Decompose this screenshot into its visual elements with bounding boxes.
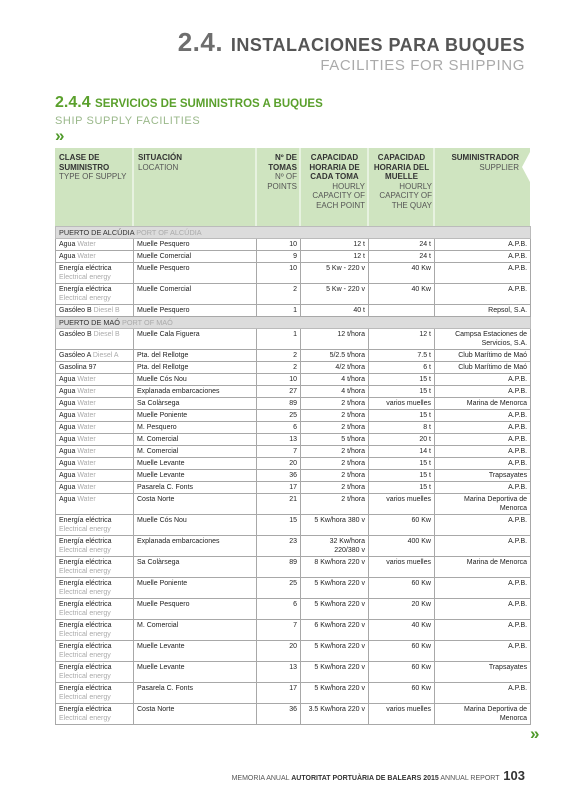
cell-type <box>56 458 134 470</box>
type-en: Water <box>77 253 96 260</box>
cell-points: 89 <box>257 557 301 578</box>
cell-location: Explanada embarcaciones <box>134 536 257 557</box>
type-en: Water <box>77 460 96 467</box>
table-row <box>56 458 531 470</box>
cell-capacity-quay: 40 Kw <box>369 263 435 284</box>
type-es: Energía eléctrica <box>59 664 112 671</box>
cell-type <box>56 374 134 386</box>
type-en: Water <box>77 388 96 395</box>
cell-capacity-quay: 20 t <box>369 434 435 446</box>
type-es: Gasóleo B <box>59 307 92 314</box>
port-name-en: PORT OF ALCÚDIA <box>136 228 202 237</box>
page-number: 103 <box>503 768 525 783</box>
footer-suffix: ANNUAL REPORT <box>440 775 500 782</box>
cell-capacity-point: 5 Kw/hora 220 v <box>301 599 369 620</box>
cell-type <box>56 434 134 446</box>
cell-type <box>56 446 134 458</box>
table-row <box>56 284 531 305</box>
cell-type <box>56 239 134 251</box>
cell-capacity-point: 5 Kw - 220 v <box>301 263 369 284</box>
footer-org: AUTORITAT PORTUÀRIA DE BALEARS 2015 <box>291 775 439 782</box>
cell-supplier: A.P.B. <box>435 284 531 305</box>
type-en: Water <box>77 412 96 419</box>
cell-points: 25 <box>257 410 301 422</box>
cell-points: 89 <box>257 398 301 410</box>
cell-location: Muelle Cós Nou <box>134 515 257 536</box>
cell-supplier: Club Marítimo de Maó <box>435 350 531 362</box>
cell-capacity-point: 5/2.5 t/hora <box>301 350 369 362</box>
cell-capacity-point: 2 t/hora <box>301 446 369 458</box>
table-row <box>56 446 531 458</box>
cell-type <box>56 683 134 704</box>
type-en: Electrical energy <box>59 694 111 701</box>
cell-supplier: A.P.B. <box>435 620 531 641</box>
col-header-supplier: SUMINISTRADOR SUPPLIER <box>451 153 519 172</box>
type-es: Agua <box>59 472 76 479</box>
cell-points: 13 <box>257 662 301 683</box>
cell-points: 2 <box>257 284 301 305</box>
cell-supplier: Trapsayates <box>435 470 531 482</box>
type-es: Energía eléctrica <box>59 601 112 608</box>
cell-capacity-quay: 15 t <box>369 458 435 470</box>
chevron-right-icon: » <box>55 126 65 145</box>
cell-capacity-point: 8 Kw/hora 220 v <box>301 557 369 578</box>
cell-type <box>56 362 134 374</box>
type-es: Energía eléctrica <box>59 685 112 692</box>
table-row <box>56 350 531 362</box>
type-es: Agua <box>59 424 76 431</box>
cell-capacity-quay: 14 t <box>369 446 435 458</box>
cell-location: Costa Norte <box>134 494 257 515</box>
cell-type <box>56 284 134 305</box>
cell-location: Muelle Poniente <box>134 410 257 422</box>
cell-location: Muelle Levante <box>134 458 257 470</box>
page-header <box>178 28 525 75</box>
port-name: PUERTO DE ALCÚDIA <box>59 228 135 237</box>
cell-type <box>56 251 134 263</box>
cell-supplier: Marina de Menorca <box>435 557 531 578</box>
type-es: Agua <box>59 436 76 443</box>
table-row <box>56 536 531 557</box>
type-en: Water <box>77 496 96 503</box>
cell-supplier: A.P.B. <box>435 515 531 536</box>
cell-type <box>56 350 134 362</box>
type-en: Electrical energy <box>59 547 111 554</box>
cell-type <box>56 422 134 434</box>
cell-capacity-point: 4/2 t/hora <box>301 362 369 374</box>
section-title: SERVICIOS DE SUMINISTROS A BUQUES <box>95 98 323 110</box>
supply-table-body <box>55 226 531 725</box>
type-en: Water <box>77 241 96 248</box>
cell-type <box>56 641 134 662</box>
cell-points: 23 <box>257 536 301 557</box>
cell-type <box>56 470 134 482</box>
cell-supplier: A.P.B. <box>435 374 531 386</box>
table-row <box>56 515 531 536</box>
cell-location: Pasarela C. Fonts <box>134 683 257 704</box>
cell-location: M. Comercial <box>134 620 257 641</box>
table-row <box>56 239 531 251</box>
cell-capacity-quay: 15 t <box>369 386 435 398</box>
cell-supplier: A.P.B. <box>435 422 531 434</box>
cell-supplier: Marina Deportiva de Menorca <box>435 494 531 515</box>
cell-location: Sa Colàrsega <box>134 557 257 578</box>
cell-capacity-quay: varios muelles <box>369 557 435 578</box>
type-en: Electrical energy <box>59 589 111 596</box>
cell-supplier: A.P.B. <box>435 251 531 263</box>
cell-supplier: A.P.B. <box>435 458 531 470</box>
cell-location: Costa Norte <box>134 704 257 725</box>
cell-capacity-point: 5 Kw/hora 220 v <box>301 641 369 662</box>
cell-points: 10 <box>257 374 301 386</box>
cell-type <box>56 482 134 494</box>
cell-points: 13 <box>257 434 301 446</box>
type-en: Water <box>77 484 96 491</box>
cell-supplier: Repsol, S.A. <box>435 305 531 317</box>
table-row <box>56 329 531 350</box>
cell-capacity-quay: varios muelles <box>369 704 435 725</box>
cell-type <box>56 536 134 557</box>
cell-points: 21 <box>257 494 301 515</box>
cell-points: 1 <box>257 305 301 317</box>
cell-type <box>56 329 134 350</box>
type-es: Energía eléctrica <box>59 538 112 545</box>
table-row <box>56 362 531 374</box>
type-es: Energía eléctrica <box>59 622 112 629</box>
type-en: Water <box>77 400 96 407</box>
cell-capacity-point: 2 t/hora <box>301 398 369 410</box>
cell-capacity-quay: 12 t <box>369 329 435 350</box>
cell-capacity-quay: 24 t <box>369 239 435 251</box>
cell-capacity-quay: 60 Kw <box>369 683 435 704</box>
cell-points: 17 <box>257 482 301 494</box>
cell-capacity-point: 3.5 Kw/hora 220 v <box>301 704 369 725</box>
cell-supplier: A.P.B. <box>435 482 531 494</box>
cell-capacity-quay: 7.5 t <box>369 350 435 362</box>
cell-capacity-quay: 40 Kw <box>369 284 435 305</box>
cell-location: Pta. del Rellotge <box>134 362 257 374</box>
cell-capacity-point: 2 t/hora <box>301 482 369 494</box>
col-header-capacity-quay: CAPACIDAD HORARIA DEL MUELLE HOURLY CAPACITY OF THE QUAY <box>373 153 432 210</box>
cell-location: Muelle Pesquero <box>134 305 257 317</box>
table-row <box>56 251 531 263</box>
port-row <box>56 227 531 239</box>
table-header <box>55 148 530 226</box>
cell-type <box>56 557 134 578</box>
cell-points: 6 <box>257 599 301 620</box>
cell-supplier: A.P.B. <box>435 434 531 446</box>
type-es: Energía eléctrica <box>59 517 112 524</box>
table-row <box>56 482 531 494</box>
cell-location: Muelle Levante <box>134 470 257 482</box>
cell-points: 10 <box>257 239 301 251</box>
table-row <box>56 557 531 578</box>
cell-capacity-point: 5 Kw/hora 220 v <box>301 578 369 599</box>
cell-location: Muelle Poniente <box>134 578 257 599</box>
table-row <box>56 422 531 434</box>
type-es: Agua <box>59 460 76 467</box>
table-row <box>56 578 531 599</box>
cell-capacity-point: 5 Kw/hora 380 v <box>301 515 369 536</box>
chevron-right-icon: » <box>530 724 540 743</box>
col-header-location: SITUACIÓN LOCATION <box>138 153 182 172</box>
cell-type <box>56 410 134 422</box>
cell-supplier: A.P.B. <box>435 536 531 557</box>
cell-points: 2 <box>257 362 301 374</box>
cell-capacity-quay: 40 Kw <box>369 620 435 641</box>
type-en: Electrical energy <box>59 526 111 533</box>
cell-location: Pta. del Rellotge <box>134 350 257 362</box>
cell-type <box>56 704 134 725</box>
cell-capacity-point: 4 t/hora <box>301 386 369 398</box>
cell-supplier: Marina de Menorca <box>435 398 531 410</box>
cell-location: Muelle Pesquero <box>134 599 257 620</box>
cell-points: 15 <box>257 515 301 536</box>
table-row <box>56 305 531 317</box>
cell-supplier: A.P.B. <box>435 641 531 662</box>
type-es: Energía eléctrica <box>59 559 112 566</box>
chapter-title: INSTALACIONES PARA BUQUES <box>230 35 525 55</box>
table-row <box>56 662 531 683</box>
cell-capacity-quay: 60 Kw <box>369 641 435 662</box>
cell-capacity-point: 12 t <box>301 251 369 263</box>
cell-type <box>56 515 134 536</box>
cell-points: 10 <box>257 263 301 284</box>
table-row <box>56 599 531 620</box>
cell-capacity-point: 2 t/hora <box>301 494 369 515</box>
cell-capacity-quay: 60 Kw <box>369 515 435 536</box>
cell-supplier: A.P.B. <box>435 599 531 620</box>
cell-capacity-point: 5 t/hora <box>301 434 369 446</box>
cell-points: 7 <box>257 620 301 641</box>
type-en: Electrical energy <box>59 673 111 680</box>
type-es: Agua <box>59 388 76 395</box>
port-name: PUERTO DE MAÓ <box>59 318 120 327</box>
cell-capacity-point: 4 t/hora <box>301 374 369 386</box>
type-en: Water <box>77 424 96 431</box>
type-es: Gasóleo A <box>59 352 91 359</box>
cell-points: 9 <box>257 251 301 263</box>
cell-supplier: Club Marítimo de Maó <box>435 362 531 374</box>
col-header-type: CLASE DE SUMINISTRO TYPE OF SUPPLY <box>59 153 127 181</box>
cell-type <box>56 662 134 683</box>
table-row <box>56 683 531 704</box>
cell-location: M. Comercial <box>134 434 257 446</box>
cell-points: 20 <box>257 458 301 470</box>
type-en: Electrical energy <box>59 631 111 638</box>
cell-capacity-point: 40 t <box>301 305 369 317</box>
chapter-subtitle: FACILITIES FOR SHIPPING <box>320 57 525 74</box>
cell-capacity-point: 2 t/hora <box>301 470 369 482</box>
cell-capacity-quay: 8 t <box>369 422 435 434</box>
table-row <box>56 704 531 725</box>
type-en: Electrical energy <box>59 652 111 659</box>
table-row <box>56 410 531 422</box>
cell-capacity-quay <box>369 305 435 317</box>
port-name-cell <box>56 317 531 329</box>
cell-points: 17 <box>257 683 301 704</box>
type-es: Agua <box>59 241 76 248</box>
cell-capacity-quay: 400 Kw <box>369 536 435 557</box>
cell-capacity-quay: 60 Kw <box>369 578 435 599</box>
cell-supplier: A.P.B. <box>435 386 531 398</box>
cell-capacity-quay: 15 t <box>369 374 435 386</box>
cell-supplier: A.P.B. <box>435 263 531 284</box>
cell-type <box>56 620 134 641</box>
table-row <box>56 641 531 662</box>
cell-points: 1 <box>257 329 301 350</box>
cell-points: 7 <box>257 446 301 458</box>
cell-supplier: A.P.B. <box>435 446 531 458</box>
cell-location: Muelle Comercial <box>134 284 257 305</box>
cell-location: Muelle Pesquero <box>134 263 257 284</box>
cell-capacity-quay: 20 Kw <box>369 599 435 620</box>
cell-capacity-quay: 15 t <box>369 470 435 482</box>
cell-supplier: A.P.B. <box>435 578 531 599</box>
port-row <box>56 317 531 329</box>
table-row <box>56 263 531 284</box>
table-row <box>56 494 531 515</box>
cell-supplier: Campsa Estaciones de Servicios, S.A. <box>435 329 531 350</box>
cell-capacity-point: 2 t/hora <box>301 410 369 422</box>
cell-type <box>56 578 134 599</box>
cell-location: Muelle Pesquero <box>134 239 257 251</box>
type-es: Agua <box>59 253 76 260</box>
cell-capacity-point: 5 Kw/hora 220 v <box>301 662 369 683</box>
type-en: Electrical energy <box>59 715 111 722</box>
cell-location: Muelle Levante <box>134 641 257 662</box>
port-name-cell <box>56 227 531 239</box>
type-en: Water <box>77 376 96 383</box>
cell-capacity-point: 2 t/hora <box>301 458 369 470</box>
type-es: Gasóleo B <box>59 331 92 338</box>
cell-location: M. Pesquero <box>134 422 257 434</box>
col-header-points: Nº DE TOMAS Nº OF POINTS <box>267 153 297 191</box>
type-es: Energía eléctrica <box>59 706 112 713</box>
cell-supplier: Marina Deportiva de Menorca <box>435 704 531 725</box>
cell-location: Sa Colàrsega <box>134 398 257 410</box>
type-es: Gasolina 97 <box>59 364 97 371</box>
cell-capacity-quay: 24 t <box>369 251 435 263</box>
cell-location: M. Comercial <box>134 446 257 458</box>
type-en: Water <box>77 436 96 443</box>
table-row <box>56 374 531 386</box>
cell-points: 2 <box>257 350 301 362</box>
type-es: Agua <box>59 376 76 383</box>
cell-supplier: A.P.B. <box>435 410 531 422</box>
table-row <box>56 620 531 641</box>
cell-capacity-point: 6 Kw/hora 220 v <box>301 620 369 641</box>
cell-capacity-quay: 15 t <box>369 482 435 494</box>
cell-supplier: Trapsayates <box>435 662 531 683</box>
table-row <box>56 398 531 410</box>
cell-type <box>56 494 134 515</box>
cell-type <box>56 263 134 284</box>
type-en: Water <box>77 472 96 479</box>
cell-points: 25 <box>257 578 301 599</box>
cell-supplier: A.P.B. <box>435 683 531 704</box>
cell-location: Muelle Cós Nou <box>134 374 257 386</box>
col-header-capacity-point: CAPACIDAD HORARIA DE CADA TOMA HOURLY CAPACITY OF EACH POINT <box>309 153 365 210</box>
cell-type <box>56 398 134 410</box>
cell-points: 36 <box>257 470 301 482</box>
cell-type <box>56 386 134 398</box>
cell-capacity-quay: varios muelles <box>369 398 435 410</box>
cell-capacity-quay: 15 t <box>369 410 435 422</box>
cell-capacity-point: 5 Kw/hora 220 v <box>301 683 369 704</box>
table-row <box>56 470 531 482</box>
type-en: Diesel A <box>92 352 119 359</box>
cell-location: Muelle Cala Figuera <box>134 329 257 350</box>
footer-prefix: MEMORIA ANUAL <box>231 775 290 782</box>
cell-points: 36 <box>257 704 301 725</box>
section-subtitle: SHIP SUPPLY FACILITIES <box>55 115 201 127</box>
cell-capacity-quay: 60 Kw <box>369 662 435 683</box>
type-en: Electrical energy <box>59 274 111 281</box>
type-es: Agua <box>59 448 76 455</box>
type-en: Electrical energy <box>59 610 111 617</box>
type-es: Agua <box>59 496 76 503</box>
type-es: Agua <box>59 400 76 407</box>
cell-supplier: A.P.B. <box>435 239 531 251</box>
port-name-en: PORT OF MAÓ <box>122 318 173 327</box>
cell-points: 6 <box>257 422 301 434</box>
cell-location: Muelle Comercial <box>134 251 257 263</box>
cell-type <box>56 599 134 620</box>
cell-capacity-point: 12 t/hora <box>301 329 369 350</box>
type-es: Energía eléctrica <box>59 265 112 272</box>
type-es: Energía eléctrica <box>59 580 112 587</box>
cell-location: Explanada embarcaciones <box>134 386 257 398</box>
cell-capacity-quay: 6 t <box>369 362 435 374</box>
supply-table <box>55 148 530 725</box>
cell-capacity-point: 12 t <box>301 239 369 251</box>
cell-capacity-point: 2 t/hora <box>301 422 369 434</box>
cell-capacity-point: 5 Kw - 220 v <box>301 284 369 305</box>
type-es: Agua <box>59 484 76 491</box>
table-row <box>56 434 531 446</box>
cell-capacity-point: 32 Kw/hora 220/380 v <box>301 536 369 557</box>
type-en: Diesel B <box>93 331 120 338</box>
section-heading <box>55 94 323 127</box>
type-en: Electrical energy <box>59 295 111 302</box>
type-en: Diesel B <box>93 307 120 314</box>
page-footer <box>232 768 525 783</box>
type-en: Water <box>77 448 96 455</box>
type-es: Agua <box>59 412 76 419</box>
cell-points: 20 <box>257 641 301 662</box>
type-es: Energía eléctrica <box>59 643 112 650</box>
type-es: Energía eléctrica <box>59 286 112 293</box>
cell-location: Muelle Levante <box>134 662 257 683</box>
type-en: Electrical energy <box>59 568 111 575</box>
cell-points: 27 <box>257 386 301 398</box>
section-number: 2.4.4 <box>55 94 91 111</box>
cell-type <box>56 305 134 317</box>
cell-location: Pasarela C. Fonts <box>134 482 257 494</box>
table-row <box>56 386 531 398</box>
chapter-number: 2.4. <box>177 27 224 57</box>
cell-capacity-quay: varios muelles <box>369 494 435 515</box>
